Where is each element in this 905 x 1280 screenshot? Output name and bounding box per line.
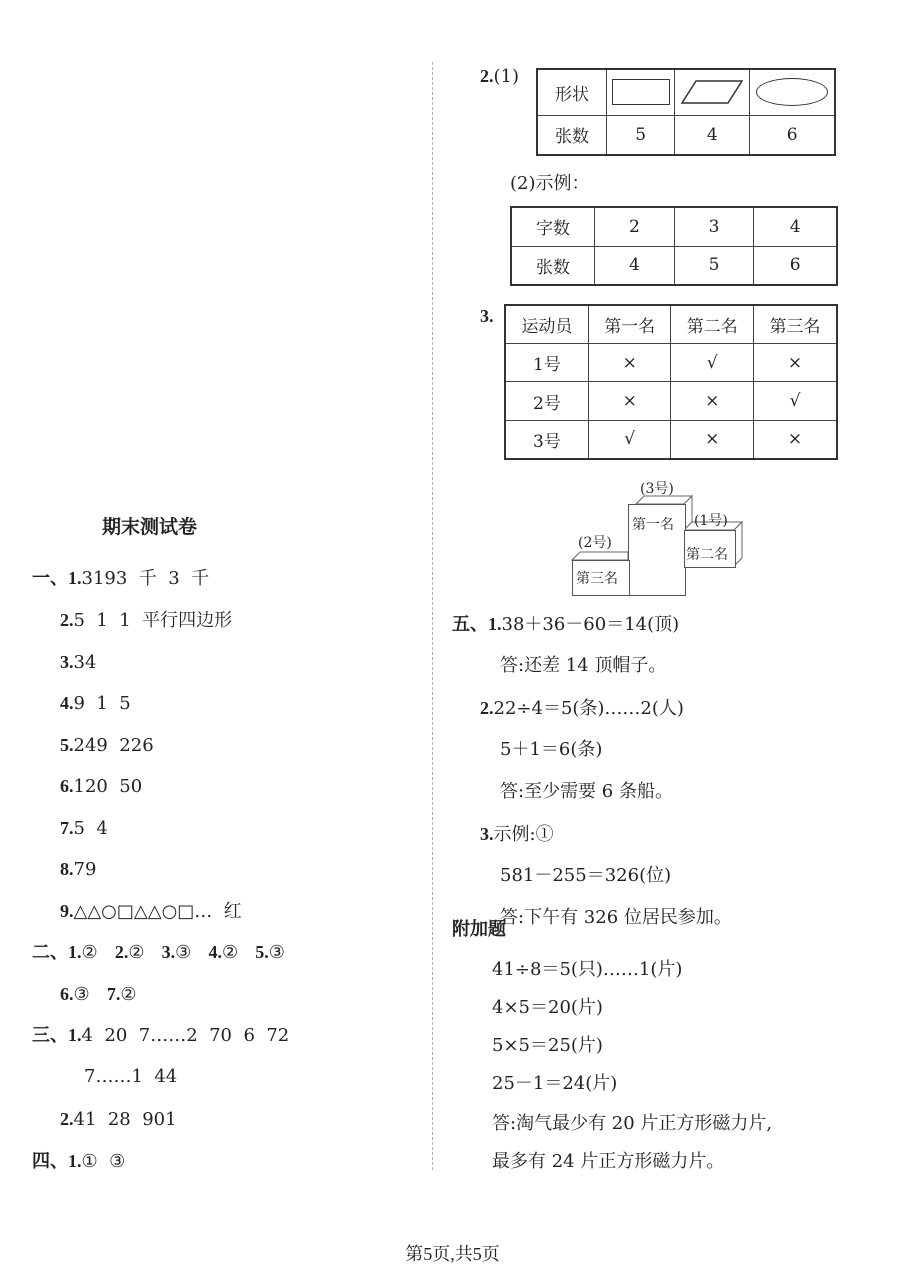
answer-text: 4 20 7……2 70 6 72 [81, 1025, 290, 1046]
column-divider [432, 62, 433, 1170]
example-label: 示例:① [493, 824, 554, 845]
answer-text: 3193 千 3 千 [81, 568, 210, 589]
table-cell: × [671, 382, 754, 420]
answer-text: 120 50 [73, 776, 143, 797]
section-5-q1 [452, 612, 679, 637]
answer-text: 79 [73, 859, 97, 880]
header-cell: 第三名 [754, 305, 837, 344]
table-cell: × [588, 344, 671, 382]
count-cell: 6 [750, 115, 835, 155]
page-footer: 第5页,共5页 [405, 1244, 500, 1264]
podium-third-tag: (2号) [578, 535, 612, 551]
table-cell: 4 [754, 207, 837, 246]
question-number: 1. [68, 942, 82, 962]
table-cell: 2 [595, 207, 675, 246]
table-cell: 张数 [511, 246, 595, 285]
extra-title: 附加题 [452, 919, 506, 940]
question-number: 1. [68, 568, 82, 588]
answer-text: 5 4 [73, 818, 108, 839]
podium-third-label: 第三名 [576, 571, 618, 587]
question-number: 1. [68, 1151, 82, 1171]
podium-first-tag: (3号) [640, 481, 674, 497]
section-5-q1-answer: 答:还差 14 顶帽子。 [500, 655, 667, 676]
section-5-q2 [480, 696, 684, 721]
section-1-q2 [60, 608, 232, 633]
podium-first-label: 第一名 [632, 517, 674, 533]
oval-icon [756, 78, 828, 106]
answer-text: ③ [268, 942, 285, 963]
question-number: 9. [60, 901, 74, 921]
section-3-q1 [32, 1023, 289, 1048]
section-mark: 五、 [452, 614, 488, 634]
header-cell: 第一名 [588, 305, 671, 344]
exam-title: 期末测试卷 [102, 516, 198, 538]
answer-text: 9 1 5 [73, 693, 131, 714]
table-cell: × [754, 344, 837, 382]
section-5-q3 [480, 822, 554, 847]
question-number: 7. [106, 984, 121, 1004]
cell-shape-rectangle [607, 69, 675, 115]
answer-text: ③ [73, 984, 90, 1005]
table-cell: 3 [674, 207, 754, 246]
table-cell: 字数 [511, 207, 595, 246]
equation: 22÷4＝5(条)……2(人) [493, 698, 684, 719]
part-label: (1) [493, 66, 519, 87]
question-number: 3. [161, 942, 176, 962]
shape-count-table [536, 68, 836, 156]
question-number: 5. [60, 735, 74, 755]
table-cell: × [671, 420, 754, 459]
extra-answer-2: 最多有 24 片正方形磁力片。 [492, 1151, 725, 1172]
section-4-q1 [32, 1149, 125, 1174]
count-cell: 5 [607, 115, 675, 155]
q3-number: 3. [480, 306, 494, 326]
table-cell: 6 [754, 246, 837, 285]
section-1-q8 [60, 857, 96, 882]
row-label-shape: 形状 [537, 69, 607, 115]
section-1-q6 [60, 774, 142, 799]
table-cell: × [754, 420, 837, 459]
section-mark: 二、 [32, 942, 68, 962]
answer-text: △△○□△△○□… 红 [73, 901, 242, 922]
section-5-q3-answer: 答:下午有 326 位居民参加。 [500, 907, 732, 928]
extra-answer-1: 答:淘气最少有 20 片正方形磁力片, [492, 1113, 773, 1134]
question-number: 3. [60, 652, 74, 672]
count-cell: 4 [675, 115, 750, 155]
section-mark: 三、 [32, 1025, 68, 1045]
section-mark: 一、 [32, 568, 68, 588]
section-1-q1 [32, 566, 209, 591]
q2-label [480, 64, 519, 89]
question-number: 3. [480, 824, 494, 844]
section-2-row1 [32, 940, 285, 965]
section-1-q9 [60, 899, 242, 924]
answer-text: ① ③ [81, 1151, 126, 1172]
podium-second-tag: (1号) [694, 513, 728, 529]
answer-text: 34 [73, 652, 97, 673]
parallelogram-icon [680, 79, 744, 105]
table-cell: 2号 [505, 382, 588, 420]
section-5-q2-answer: 答:至少需要 6 条船。 [500, 781, 673, 802]
table-cell: √ [754, 382, 837, 420]
header-cell: 运动员 [505, 305, 588, 344]
table-cell: 3号 [505, 420, 588, 459]
section-1-q3 [60, 650, 96, 675]
table-cell: √ [588, 420, 671, 459]
answer-text: ② [81, 942, 98, 963]
extra-line-3: 5×5＝25(片) [492, 1035, 603, 1056]
header-cell: 第二名 [671, 305, 754, 344]
section-mark: 四、 [32, 1151, 68, 1171]
question-number: 8. [60, 859, 74, 879]
question-number: 7. [60, 818, 74, 838]
table-cell: 5 [674, 246, 754, 285]
section-3-q2 [60, 1107, 177, 1132]
answer-text: ② [221, 942, 239, 963]
question-number: 6. [60, 984, 74, 1004]
section-1-q7 [60, 816, 108, 841]
answer-text: ② [128, 942, 145, 963]
ranking-table [504, 304, 838, 460]
question-number: 2. [480, 66, 494, 86]
extra-line-2: 4×5＝20(片) [492, 997, 603, 1018]
question-number: 1. [488, 614, 502, 634]
podium-second-label: 第二名 [686, 547, 728, 563]
answer-text: ② [120, 984, 137, 1005]
question-number: 2. [60, 1109, 74, 1129]
answer-text: 5 1 1 平行四边形 [73, 610, 233, 631]
q2-part2-label: (2)示例： [510, 173, 590, 194]
section-5-q3-line2: 581－255＝326(位) [500, 865, 672, 886]
question-number: 5. [255, 942, 269, 962]
question-number: 1. [68, 1025, 82, 1045]
question-number: 6. [60, 776, 74, 796]
section-5-q2-line2: 5＋1＝6(条) [500, 739, 603, 760]
table-cell: × [588, 382, 671, 420]
section-1-q5 [60, 733, 154, 758]
table-cell: 4 [595, 246, 675, 285]
table-cell: √ [671, 344, 754, 382]
word-count-table [510, 206, 838, 286]
row-label-count: 张数 [537, 115, 607, 155]
equation: 38＋36－60＝14(顶) [501, 614, 680, 635]
answer-text: 249 226 [73, 735, 154, 756]
question-number: 2. [60, 610, 74, 630]
cell-shape-parallelogram [675, 69, 750, 115]
table-cell: 1号 [505, 344, 588, 382]
question-number: 4. [208, 942, 222, 962]
question-number: 4. [60, 693, 74, 713]
question-number: 2. [114, 942, 129, 962]
extra-line-4: 25－1＝24(片) [492, 1073, 618, 1094]
section-1-q4 [60, 691, 131, 716]
section-3-q1-cont: 7……1 44 [84, 1066, 178, 1087]
question-number: 2. [480, 698, 494, 718]
answer-text: ③ [175, 942, 192, 963]
podium-diagram [568, 474, 748, 598]
rectangle-icon [612, 79, 670, 105]
extra-line-1: 41÷8＝5(只)……1(片) [492, 959, 683, 980]
answer-text: 41 28 901 [73, 1109, 177, 1130]
section-2-row2 [60, 982, 136, 1007]
cell-shape-oval [750, 69, 835, 115]
